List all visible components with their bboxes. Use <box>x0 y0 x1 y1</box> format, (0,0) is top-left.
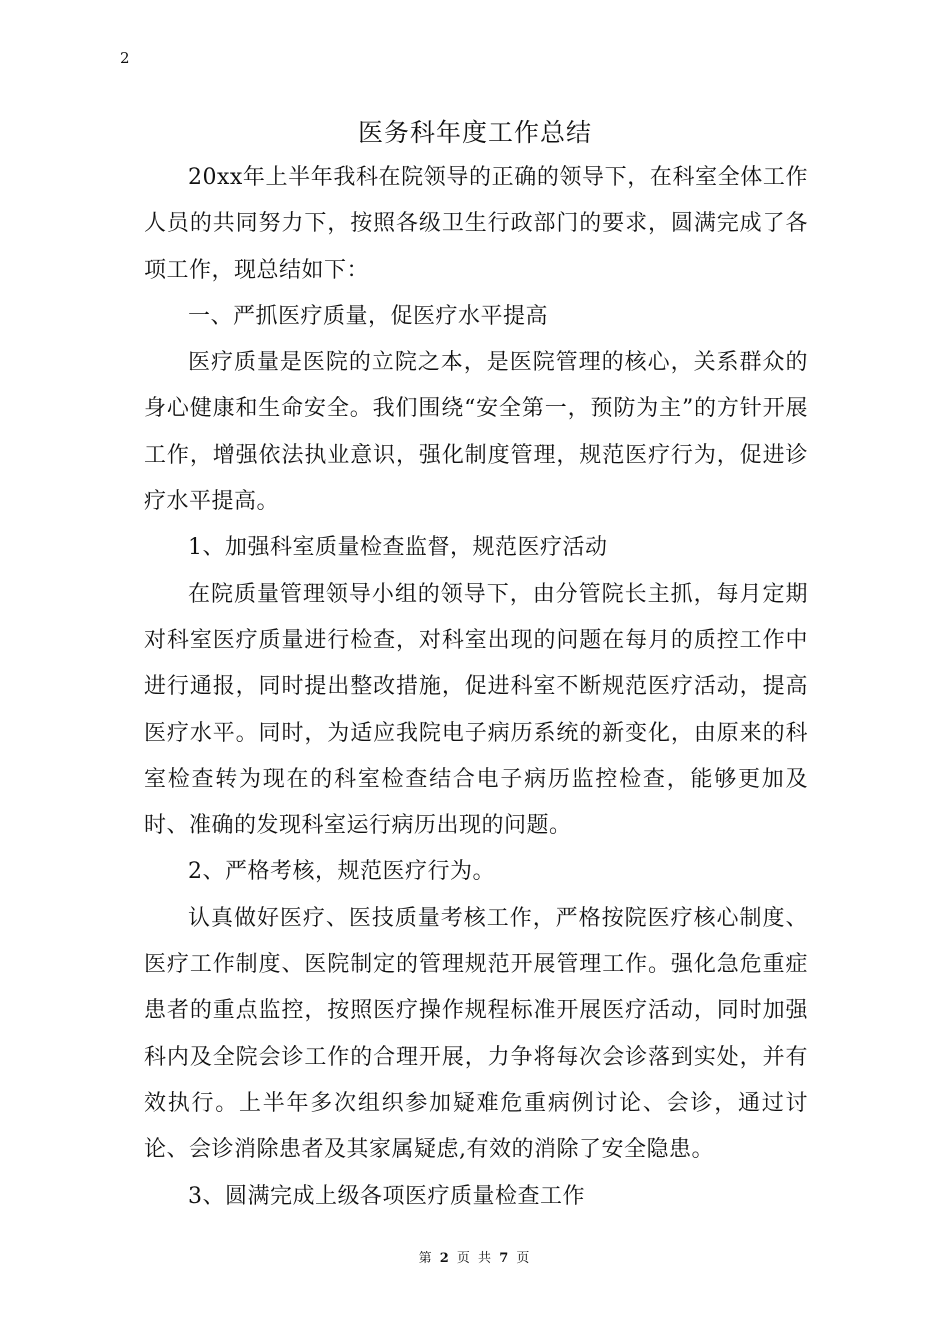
paragraph-intro: 20xx年上半年我科在院领导的正确的领导下，在科室全体工作人员的共同努力下，按照各级卫生行政部门的要求，圆满完成了各项工作，现总结如下： <box>144 165 808 283</box>
footer-current-page: 2 <box>439 1251 451 1266</box>
heading-section-1: 一、严抓医疗质量，促医疗水平提高 <box>188 303 549 329</box>
footer-middle: 页 共 <box>456 1251 494 1266</box>
heading-item-2: 2、严格考核，规范医疗行为。 <box>188 859 495 885</box>
paragraph-item-1: 在院质量管理领导小组的领导下，由分管院长主抓，每月定期对科室医疗质量进行检查，对科室出现的问题在每月的质控工作中进行通报，同时提出整改措施，促进科室不断规范医疗活动，提高医疗水平。同时，为适应我院电子病历系统的新变化，由原来的科室检查转为现在的科室检查结合电子病历监控检查，能够更加及时、准确的发现科室运行病历出现的问题。 <box>144 581 808 839</box>
heading-item-3: 3、圆满完成上级各项医疗质量检查工作 <box>188 1183 585 1209</box>
page-footer <box>0 1250 950 1268</box>
paragraph-item-2: 认真做好医疗、医技质量考核工作，严格按院医疗核心制度、医疗工作制度、医院制定的管理规范开展管理工作。强化急危重症患者的重点监控，按照医疗操作规程标准开展医疗活动，同时加强科内及全院会诊工作的合理开展，力争将每次会诊落到实处，并有效执行。上半年多次组织参加疑难危重病例讨论、会诊，通过讨论、会诊消除患者及其家属疑虑,有效的消除了安全隐患。 <box>144 905 808 1163</box>
paragraph-section-1: 医疗质量是医院的立院之本，是医院管理的核心，关系群众的身心健康和生命安全。我们围绕“安全第一，预防为主”的方针开展工作，增强依法执业意识，强化制度管理，规范医疗行为，促进诊疗水平提高。 <box>144 350 808 515</box>
heading-item-1: 1、加强科室质量检查监督，规范医疗活动 <box>188 535 608 561</box>
document-body <box>144 155 808 1220</box>
footer-prefix: 第 <box>418 1251 434 1266</box>
page-number-top: 2 <box>120 49 130 67</box>
footer-suffix: 页 <box>516 1251 532 1266</box>
footer-total-pages: 7 <box>499 1251 511 1266</box>
document-title: 医务科年度工作总结 <box>357 118 592 147</box>
